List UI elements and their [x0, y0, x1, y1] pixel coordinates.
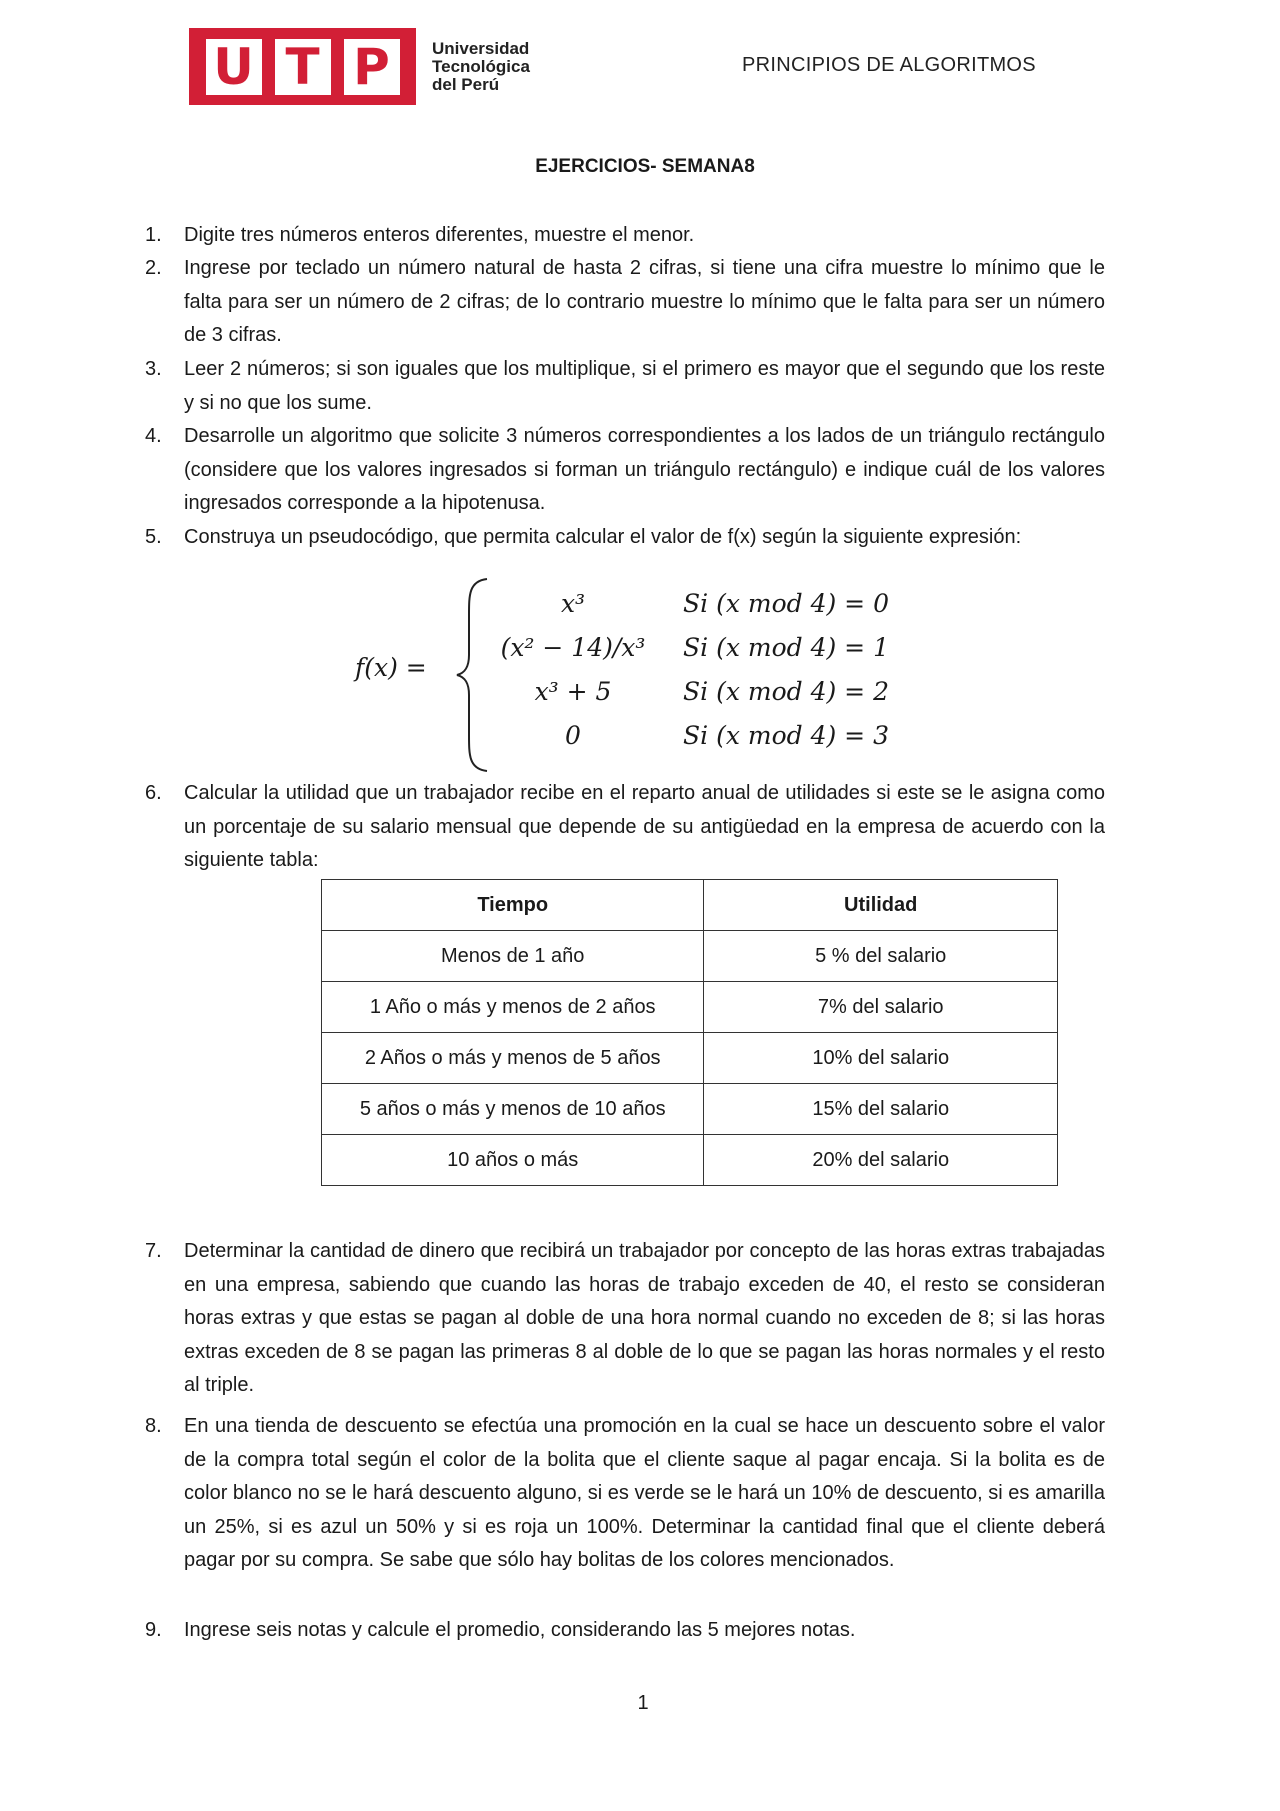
case-expression-1: x³: [560, 589, 586, 618]
exercise-number: 8.: [145, 1415, 162, 1437]
table-cell: Menos de 1 año: [322, 931, 704, 982]
table-cell: 10% del salario: [704, 1033, 1058, 1084]
exercise-text: En una tienda de descuento se efectúa una promoción en la cual se hace un descuento sobre el valor de la compra total según el color de la bolita que el cliente saque al pagar encaja. Si la bolita es de color blanco no se le hará descuento alguno, si es verde se le hará un 10% de descuento, si es amarilla un 25%, si es azul un 50% y si es roja un 100%. Determinar la cantidad final que el cliente deberá pagar por su compra. Se sabe que sólo hay bolitas de los colores mencionados.: [184, 1415, 1105, 1571]
table-cell: 15% del salario: [704, 1084, 1058, 1135]
logo-mark: [189, 28, 416, 105]
table-cell: 20% del salario: [704, 1135, 1058, 1186]
page-number: 1: [637, 1692, 649, 1714]
table-header-row: [322, 880, 1058, 931]
table-cell: 2 Años o más y menos de 5 años: [322, 1033, 704, 1084]
exercise-text: Desarrolle un algoritmo que solicite 3 números correspondientes a los lados de un triángulo rectángulo (considere que los valores ingresados si forman un triángulo rectángulo) e indique cuál de los valores ingresados corresponde a la hipotenusa.: [184, 425, 1105, 514]
exercise-text: Calcular la utilidad que un trabajador recibe en el reparto anual de utilidades si este se le asigna como un porcentaje de su salario mensual que depende de su antigüedad en la empresa de acuerdo con la siguiente tabla:: [184, 782, 1105, 871]
exercise-item-4: [145, 420, 1105, 521]
table-cell: 1 Año o más y menos de 2 años: [322, 982, 704, 1033]
exercise-text: Digite tres números enteros diferentes, muestre el menor.: [184, 224, 695, 246]
table-row: [322, 1033, 1058, 1084]
page-title: EJERCICIOS- SEMANA8: [535, 156, 755, 177]
logo-letter-u: U: [206, 39, 262, 95]
exercise-number: 6.: [145, 782, 162, 804]
exercise-text: Ingrese por teclado un número natural de hasta 2 cifras, si tiene una cifra muestre lo mínimo que le falta para ser un número de 2 cifras; de lo contrario muestre lo mínimo que le falta para ser un número de 3 cifras.: [184, 257, 1105, 346]
logo-line-1: Universidad: [432, 38, 530, 58]
exercise-item-3: [145, 353, 1105, 420]
exercise-text: Ingrese seis notas y calcule el promedio, considerando las 5 mejores notas.: [184, 1619, 856, 1641]
exercise-number: 4.: [145, 425, 162, 447]
case-expression-4: 0: [565, 721, 581, 750]
table-row: [322, 982, 1058, 1033]
exercise-number: 7.: [145, 1240, 162, 1262]
formula-lhs: f(x) =: [355, 653, 427, 682]
utp-logo: [189, 28, 530, 105]
table-cell: 7% del salario: [704, 982, 1058, 1033]
course-name: PRINCIPIOS DE ALGORITMOS: [742, 54, 1036, 76]
table-row: [322, 931, 1058, 982]
exercise-number: 1.: [145, 224, 162, 246]
logo-letter-p: P: [344, 39, 400, 95]
exercise-number: 5.: [145, 526, 162, 548]
column-header-tiempo: Tiempo: [322, 880, 704, 931]
table-cell: 10 años o más: [322, 1135, 704, 1186]
table-cell: 5 años o más y menos de 10 años: [322, 1084, 704, 1135]
logo-letter-t: T: [275, 39, 331, 95]
case-expression-2: (x² − 14)/x³: [500, 633, 646, 662]
column-header-utilidad: Utilidad: [704, 880, 1058, 931]
utility-table: [321, 879, 1058, 1186]
table-row: [322, 1135, 1058, 1186]
exercise-item-5: [145, 521, 1105, 555]
case-condition-2: Si (x mod 4) = 1: [683, 633, 889, 662]
logo-line-3: del Perú: [432, 74, 500, 94]
case-condition-3: Si (x mod 4) = 2: [683, 677, 889, 706]
exercise-text: Determinar la cantidad de dinero que recibirá un trabajador por concepto de las horas extras trabajadas en una empresa, sabiendo que cuando las horas de trabajo exceden de 40, el resto se consideran horas extras y que estas se pagan al doble de una hora normal cuando no exceden de 8; si las horas extras exceden de 8 se pagan las primeras 8 al doble de lo que se pagan las horas normales y el resto al triple.: [184, 1240, 1105, 1396]
piecewise-formula: [355, 575, 915, 775]
exercise-item-1: [145, 219, 1105, 253]
exercise-text: Leer 2 números; si son iguales que los multiplique, si el primero es mayor que el segundo que los reste y si no que los sume.: [184, 358, 1105, 414]
exercise-number: 2.: [145, 257, 162, 279]
logo-line-2: Tecnológica: [432, 56, 530, 76]
exercise-number: 9.: [145, 1619, 162, 1641]
case-condition-1: Si (x mod 4) = 0: [683, 589, 889, 618]
exercise-item-6: [145, 777, 1105, 878]
exercise-text: Construya un pseudocódigo, que permita calcular el valor de f(x) según la siguiente expresión:: [184, 526, 1022, 548]
table-cell: 5 % del salario: [704, 931, 1058, 982]
exercise-item-8: [145, 1410, 1105, 1578]
logo-wordmark: [432, 40, 530, 94]
case-expression-3: x³ + 5: [534, 677, 612, 706]
exercise-item-2: [145, 252, 1105, 353]
exercise-item-9: [145, 1614, 1105, 1648]
table-row: [322, 1084, 1058, 1135]
exercise-number: 3.: [145, 358, 162, 380]
case-condition-4: Si (x mod 4) = 3: [683, 721, 889, 750]
exercise-item-7: [145, 1235, 1105, 1403]
